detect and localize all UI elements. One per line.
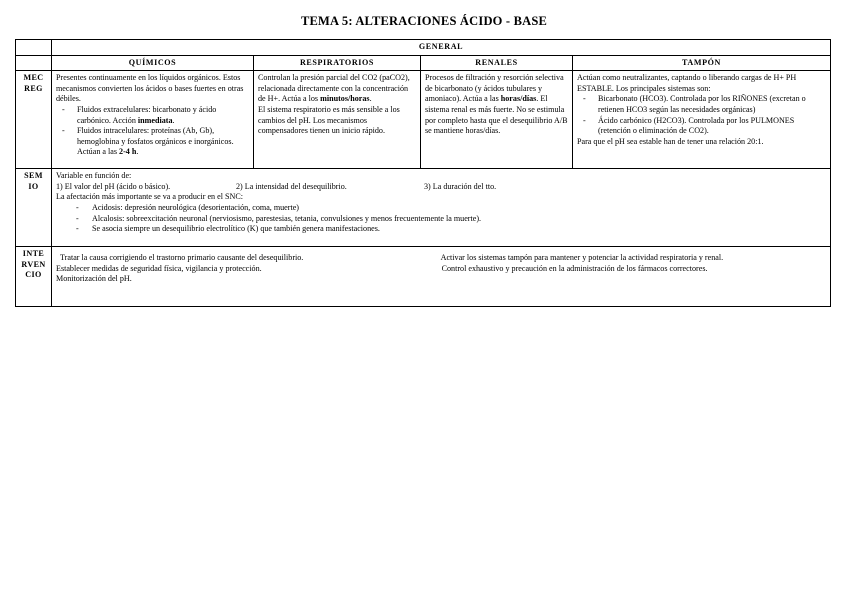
quimicos-item-extracelulares: - Fluidos extracelulares: bicarbonato y ácido carbónico. Acción inmediata.	[56, 105, 249, 126]
tampon-intro: Actúan como neutralizantes, captando o liberando cargas de H+ PH ESTABLE. Los principales sistemas son:	[577, 73, 797, 93]
interv-right-line-2: Control exhaustivo y precaución en la administración de los fármacos correctores.	[441, 263, 708, 273]
cell-respiratorios	[254, 71, 421, 169]
tampon-item-bicarbonato: - Bicarbonato (HCO3). Controlada por los RIÑONES (excretan o retienen HCO3 según las necesidades orgánicas)	[577, 94, 826, 115]
quimicos-list	[56, 105, 249, 158]
interv-left-line-2: Establecer medidas de seguridad física, vigilancia y protección.	[56, 263, 262, 273]
semio-item-electrolitico: - Se asocia siempre un desequilibrio electrolítico (K) que también genera manifestaciones.	[56, 224, 826, 235]
column-header-row	[16, 55, 831, 71]
respiratorios-p2: El sistema respiratorio es más sensible a los cambios del pH. Los mecanismos compensadores tienen un inicio rápido.	[258, 104, 400, 136]
general-header: GENERAL	[52, 40, 831, 56]
semio-row	[16, 169, 831, 247]
tampon-list	[577, 94, 826, 136]
semio-line1: Variable en función de:	[56, 171, 132, 181]
intervencion-left	[56, 253, 437, 285]
empty-label-cell	[16, 55, 52, 71]
tampon-item-acido-carbonico: - Ácido carbónico (H2CO3). Controlada por los PULMONES (retención o eliminación de CO2).	[577, 116, 826, 137]
summary-table	[15, 39, 831, 307]
row-label-intervencion: INTERVENCIO	[16, 247, 52, 307]
row-label-mecreg: MEC REG	[16, 71, 52, 169]
semio-item-alcalosis: - Alcalosis: sobreexcitación neuronal (nerviosismo, parestesias, tetania, convulsiones y menos frecuentemente la muerte).	[56, 214, 826, 225]
cell-quimicos	[52, 71, 254, 169]
respiratorios-p1: Controlan la presión parcial del CO2 (paCO2), relacionada directamente con la concentración de H+. Actúa a los minutos/horas.	[258, 73, 410, 104]
tampon-outro: Para que el pH sea estable han de tener una relación 20:1.	[577, 136, 764, 146]
cell-tampon	[573, 71, 831, 169]
interv-right-line-1: Activar los sistemas tampón para mantener y potenciar la actividad respiratoria y renal.	[440, 253, 724, 263]
intervencion-right	[437, 253, 826, 285]
intervencion-columns	[56, 253, 826, 285]
interv-left-line-1: Tratar la causa corrigiendo el trastorno primario causante del desequilibrio.	[60, 253, 304, 263]
semio-item-acidosis: - Acidosis: depresión neurológica (desorientación, coma, muerte)	[56, 203, 826, 214]
row-label-semio: SEM IO	[16, 169, 52, 247]
semio-option-3: 3) La duración del tto.	[424, 181, 497, 191]
semio-option-1: 1) El valor del pH (ácido o básico).	[56, 181, 171, 191]
document-title: TEMA 5: ALTERACIONES ÁCIDO - BASE	[300, 14, 548, 28]
general-header-row	[16, 40, 831, 56]
semio-option-2: 2) La intensidad del desequilibrio.	[236, 181, 347, 191]
renales-p1: Procesos de filtración y resorción selectiva de bicarbonato (y ácidos tubulares y amoniaco). Actúa a las horas/días. El sistema renal es más fuerte. No se estimula por completo hasta que el desequilibrio A/B se mantiene horas/días.	[425, 73, 568, 136]
semio-options	[56, 182, 826, 193]
semio-line3: La afectación más importante se va a producir en el SNC:	[56, 192, 243, 202]
cell-intervencion	[52, 247, 831, 307]
interv-left-line-3: Monitorización del pH.	[56, 274, 132, 284]
header-quimicos: QUÍMICOS	[52, 55, 254, 71]
cell-semio	[52, 169, 831, 247]
empty-corner-cell	[16, 40, 52, 56]
mecreg-row	[16, 71, 831, 169]
header-tampon: TAMPÓN	[573, 55, 831, 71]
quimicos-item-intracelulares: - Fluidos intracelulares: proteínas (Ab, Gb), hemoglobina y fosfatos orgánicos e inorgánicos. Actúan a las 2-4 h.	[56, 126, 249, 158]
interv-row	[16, 247, 831, 307]
quimicos-intro: Presentes continuamente en los líquidos orgánicos. Estos mecanismos convierten los ácidos o bases fuertes en otras débiles.	[56, 73, 244, 104]
cell-renales	[421, 71, 573, 169]
semio-list	[56, 203, 826, 235]
header-respiratorios: RESPIRATORIOS	[254, 55, 421, 71]
header-renales: RENALES	[421, 55, 573, 71]
